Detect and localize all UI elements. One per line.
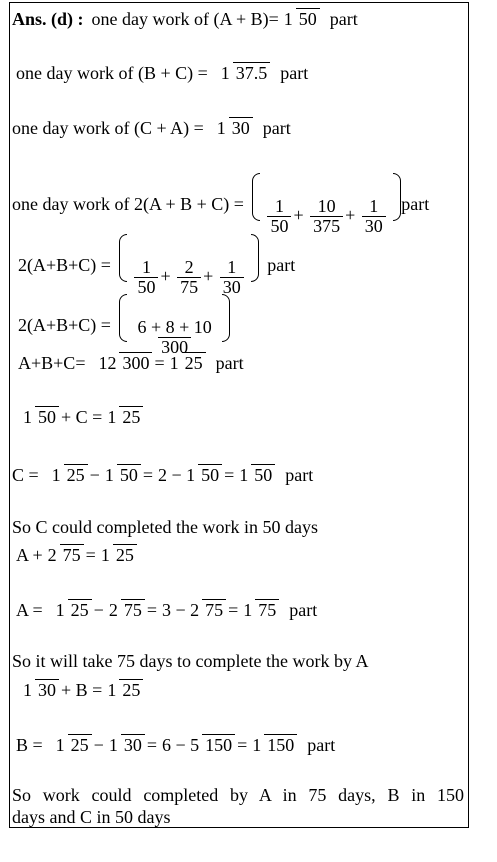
part-label: part	[289, 600, 318, 620]
fraction: 1 75	[240, 600, 279, 621]
fraction: 1 30	[20, 680, 59, 701]
line-c-text: C =	[12, 465, 39, 485]
fraction: $\frac{10}{375}$	[310, 197, 343, 236]
line-a-text: A =	[16, 600, 43, 620]
part-label: part	[280, 63, 309, 83]
statement-a: So it will take 75 days to complete the work by A	[12, 651, 369, 671]
fraction: $\frac{1}{50}$	[267, 197, 291, 236]
part-label: part	[267, 255, 296, 276]
line-b-eq	[18, 680, 145, 701]
fraction: 1 25	[53, 735, 92, 756]
right-paren	[222, 294, 230, 342]
fraction: $\frac{1}{50}$	[134, 258, 158, 297]
fraction: 2 75	[106, 600, 145, 621]
fraction: 1 25	[53, 600, 92, 621]
fraction: 2 75	[45, 545, 84, 566]
part-label: part	[307, 735, 336, 755]
line-ab	[12, 9, 358, 30]
line-b-text: B =	[16, 735, 43, 755]
fraction: $\frac{1}{30}$	[362, 197, 386, 236]
fraction: 3 − 2 75	[159, 600, 226, 621]
line-ca-text: one day work of (C + A) =	[12, 118, 204, 138]
line-b-eq-text: + B =	[61, 680, 103, 700]
fraction: 1 30	[214, 118, 253, 139]
left-paren	[252, 173, 260, 221]
fraction: 1 50	[281, 9, 320, 30]
line-abc: A+B+C= 12 300 = 1 25 part	[18, 353, 244, 373]
fraction: 1 25	[98, 545, 137, 566]
fraction: 1 25	[104, 407, 143, 428]
final-statement-line-2: days and C in 50 days	[12, 807, 171, 827]
part-label: part	[401, 194, 430, 215]
part-label: part	[285, 465, 314, 485]
line-2abc-b: 2(A+B+C) = $\frac{1}{50}$ + $\frac{2}{75}$ + $\frac{1}{30}$ part	[18, 234, 295, 297]
statement-c: So C could completed the work in 50 days	[12, 517, 318, 537]
answer-label: Ans. (d) :	[12, 9, 84, 29]
line-ca	[12, 118, 291, 139]
fraction: 1 50	[102, 465, 141, 486]
part-label: part	[329, 9, 358, 29]
line-c: C = 1 25 − 1 50 = 2 − 1 50 = 1 50 part	[12, 465, 314, 485]
fraction: 1 25	[167, 353, 206, 374]
line-2abc-text: one day work of 2(A + B + C) =	[12, 194, 244, 215]
fraction: 1 25	[49, 465, 88, 486]
fraction: 1 25	[104, 680, 143, 701]
line-ab-text: one day work of (A + B)=	[91, 9, 279, 29]
part-label: part	[262, 118, 291, 138]
line-c-eq	[18, 407, 145, 428]
left-paren	[119, 234, 127, 282]
line-b: B = 1 25 − 1 30 = 6 − 5 150 = 1 150 part	[16, 735, 336, 755]
fraction: $\frac{2}{75}$	[177, 258, 201, 297]
line-a-eq: A + 2 75 = 1 25	[16, 545, 139, 566]
right-paren	[251, 234, 259, 282]
part-label: part	[215, 353, 244, 373]
fraction: 1 150	[249, 735, 297, 756]
fraction: $\frac{1}{30}$	[220, 258, 244, 297]
answer-box	[9, 2, 469, 828]
line-2abc-c	[18, 294, 230, 357]
fraction: 1 37.5	[218, 63, 271, 84]
line-a-eq-text: A +	[16, 545, 43, 565]
line-2abc-b-text: 2(A+B+C) =	[18, 255, 111, 276]
fraction: 12 300	[95, 353, 152, 374]
final-statement	[12, 784, 464, 828]
line-bc-text: one day work of (B + C) =	[16, 63, 208, 83]
fraction: 1 30	[106, 735, 145, 756]
line-a: A = 1 25 − 2 75 = 3 − 2 75 = 1 75 part	[16, 600, 318, 620]
final-statement-line-1: So work could completed by A in 75 days, B in 150	[12, 785, 464, 805]
line-2abc-c-text: 2(A+B+C) =	[18, 315, 111, 336]
fraction: 1 50	[20, 407, 59, 428]
line-2abc: one day work of 2(A + B + C) = $\frac{1}{50}$ + $\frac{10}{375}$ + $\frac{1}{30}$ part	[12, 173, 429, 236]
fraction: $\frac{6 + 8 + 10}{300}$	[137, 317, 212, 358]
line-abc-text: A+B+C=	[18, 353, 86, 373]
right-paren	[393, 173, 401, 221]
line-bc	[16, 63, 308, 84]
left-paren	[119, 294, 127, 342]
fraction: 1 50	[236, 465, 275, 486]
fraction: 2 − 1 50	[155, 465, 222, 486]
fraction: 6 − 5 150	[159, 735, 235, 756]
line-c-eq-text: + C =	[61, 407, 103, 427]
